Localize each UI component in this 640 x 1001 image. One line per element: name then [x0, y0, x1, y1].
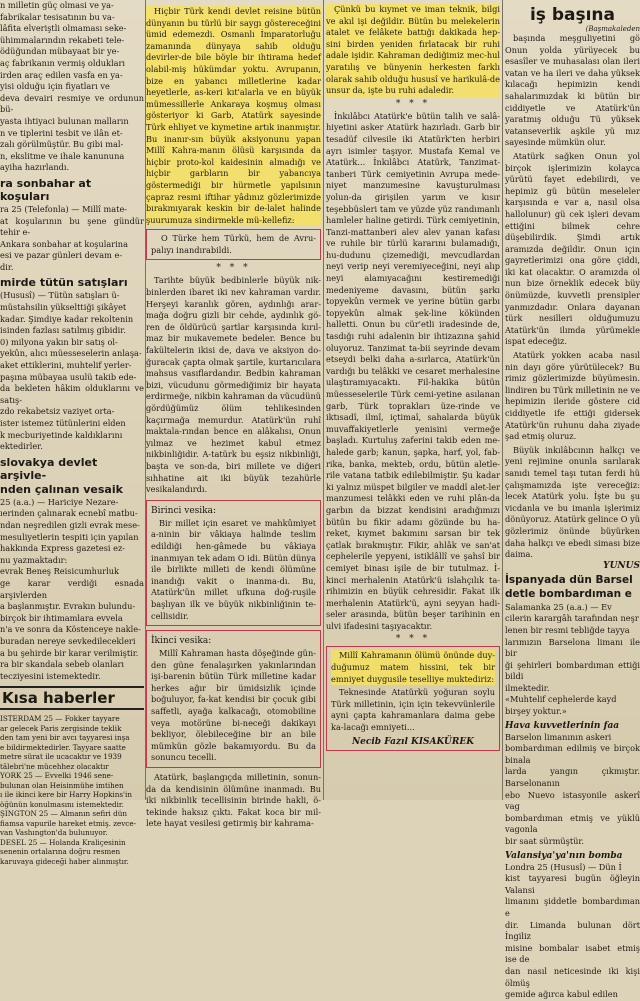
- vesika-1-text: Bir millet için esaret ve mahkûmiyet a-ninin bir vâkiaya halinde teslim edildiği hen-gâmede bu vâkiaya inanmıyan tek adam O idi. Bütün dünya ile birlikte milleti de kendi ölümüne inandığı vakit o inanma-dı. Bu, Atatürk'ün millet ufkuna doğ-ruşile başlıyan ilk ve büyük nikbinliğinin te-cellisidir.: [151, 517, 316, 621]
- text-line: ra bir skandala sebeb olanları: [0, 659, 125, 670]
- text-line: fabrikalar tesisatının bu va-: [0, 11, 115, 22]
- text-line: birçok bir ihtimamlara evvela: [0, 612, 123, 623]
- text-line: lenen bir resmi tebliğde tayya: [505, 624, 630, 635]
- text-line: dan nasıl neticesinde iki kişi ölmüş: [505, 965, 640, 988]
- text-line: ilmektedir.: [505, 682, 550, 693]
- news-item-line: ar gelecek Paris zergisinde teklik: [0, 723, 122, 733]
- article-slovakya: [0, 497, 144, 683]
- news-item-line: DESEL 25 — Holanda Kraliçesinin: [0, 837, 126, 847]
- kisa-haberler-heading: Kısa haberler: [0, 686, 144, 710]
- column-left: [0, 0, 144, 866]
- quote-box: [146, 229, 321, 260]
- text-line: misine bombalar isabet etmiş ise de: [505, 942, 640, 965]
- text-line: deva devairi resmiye ve ordunun bü-: [0, 92, 144, 115]
- text-line: 0) milyona yakın bir satış ol-: [0, 336, 118, 347]
- text-line: kist tayyaresi bugün öğleyin Valansi: [505, 873, 640, 895]
- text-line: ühimmalarındın rekabeti tele-: [0, 34, 125, 45]
- section-divider: * * *: [216, 263, 251, 274]
- article-sonbahar: [0, 204, 144, 274]
- source-tag: (Başmakaleden: [585, 25, 640, 33]
- text-line: kadar. Şimdiye kadar rekoltenin: [0, 313, 134, 324]
- text-line: birşey yoktur.»: [505, 706, 567, 717]
- article-ispanya-2: [505, 732, 640, 848]
- headline-ispanya-2: detle bombardıman e: [505, 587, 632, 600]
- text-line: ödüğundan mübayaat bir ye-: [0, 46, 120, 57]
- column-center-left: [146, 0, 321, 829]
- paragraph-nikbin: Tarihte büyük bedbinlerle büyük nik-binlerden ibaret iki nev kahraman vardır. Herşeyi karanlık gören, aydınlığı arar-mağa doğru gizli bir cehde, aydınlık gö-ren de öldürücü şartlar karşısında kırıl-maz bir mukavemete bedeler. Bence bu fakültelerin ikisi de, dava ve aksiyon do-ğuracak çapta olmak şartile, kurtarıcılara mahsus vasıflardandır. Bedbin kahraman bizi, vücudunu görmediğimiz bir hayata erdirmeğe, nikbin kahraman da vücudünü gördüğümüz ölüm tehlikesinden kaçırmağa memurdur. Atatürk'ün ruhî maktala-rından bence en alâkalısı, Onun yılmaz ve hezimet kabul etmez nikbinliğidir. A-tatürk bu eşsiz nikbinliği, başta ve son-da, biri millete ve diğeri sıhhatine ait iki büyük tezahürle vesikalandırdı.: [146, 275, 321, 495]
- text-line: k mecburiyetinde kaldıklarını: [0, 429, 123, 440]
- paragraph-ruhi-adale: Çünkü bu kıymet ve iman teknik, bilgi ve akıl işi değildir. Bütün bu melekelerin atalet ve felâkete battığı dakikada hep-sini birden yeniden fırlatacak bir ruhi adale işidir. Kahraman dediğimiz mec-hul yaratılış ve bünyenin herkesten farklı olarak sahib olduğu hususî ve harikulâ-de unsur da, işte bu ruhi adaledir.: [326, 4, 500, 96]
- article-top-fragment: [0, 0, 144, 174]
- section-divider: * * *: [395, 98, 431, 109]
- column-rule: [323, 0, 324, 800]
- closing-box: [326, 646, 500, 750]
- paragraph-inkilabci: İnkılâbcı Atatürk'e bütün talih ve salâ-hiyetini asker Atatürk hazırladı. Garb bir tesadüf cilvesile iki Atatürk'ten herbiri ayrı isimler taşıyor. Mustafa Kemal ve Atatürk... İnkılâbcı Atatürk, Tanzimat-tanberi Türk cemiyetinin Avrupa mede-niyet manzumesine kavuşturulması yolun-da girişilen yarım ve kısır teşebbüsleri tam ve yüzde yüz randımanlı hamleler haline getirdi. Türk cemiyetinin, Tanzi-mattanberi alev alev yanan kafası ve ruhile bir türlü kararını bulamadığı, hu-dudunu çizemediği, mevcudlardan neyi verip neyi veremiyeceğini, neyi alıp neyi alamıyacağını kestiremediği medeniyeme davasını, bütün şarkı topyekûn vermek ve yerine bütün garbı topyekûn almak şek-line kökünden halletti. Onun bu cür'etli iradesinde de, tasdığı ruhi adalenin bir ihtizazına şahid oluyoruz. Tanzimat ta-bii seyrinde devam etseydi belki daha a-sırlarca, Atatürk'ün vardığı bu telâkki ve cesaret merhalesine ulaştıramıyacaktı. Fil-hakika bütün müesseselerile Türk cemi-yetine asılanan garb, Türk toprakları üze-rinde ve iktısadî, ilmî, içtimaî, sahalarda büyük muvaffakiyetlerle yenisini vermeğe başladı. Kurtuluş zaferini takib eden me-halede garb; kanun, şapka, harf, yol, fab-rika, banka, mekteb, ordu, bütün aletle-rile vatana tatbik edilebilmiştir. Şu kadar ki yalnız müspet bilgiler ve maddî alet-ler manzumesi telâkki eden ve ruhi plân-da garbın da bizzat kendisini aradığımızı bütün bu fikir adamı gözünde bu ha-reket, kıymet bakımını sarsan bir tek çatlak bırakmıştır. Fikir, ahlâk ve san'at cephelerile yepyeni, istiklâllî ve şahsî bir cemiyet binası işile de bir tutulmaz. İ-kinci merhalenin Atatürk'ü islahçılık ta-rihimizin en büyük cehresidir. Fakat ilk merhalenin Atatürk'ü, ayni seyyan hadi-seler arasında, bütün beşer tarihinin en ulvi ifadesini taşıyacaktır.: [326, 110, 500, 631]
- text-line: müstahsilin yükselttiği şikâyet: [0, 302, 127, 313]
- text-line: a bu şehirde bir karar verilmiştir.: [0, 647, 139, 658]
- headline-slovakya: slovakya devlet arşivle-: [0, 455, 98, 482]
- text-line: evrak Beneş Reisicumhurluk: [0, 566, 119, 577]
- headline-slovakya-2: nden çalınan vesaik: [0, 482, 123, 496]
- text-line: Salamanka 25 (a.a.) — Ev: [505, 601, 612, 612]
- vesika-1-title: Birinci vesika:: [151, 505, 217, 516]
- text-line: dir.: [0, 261, 14, 272]
- text-line: yekûn, alıcı müesseselerin anlaşa-: [0, 348, 142, 359]
- text-line: yasta ihtiyaci bulunan malların: [0, 115, 129, 126]
- text-line: tecziyesini istemektedir.: [0, 670, 101, 681]
- text-line: Londra 25 (Hususî) — Dün İ: [505, 861, 622, 872]
- text-line: n ve tiplerini tesbit ve ilân et-: [0, 127, 123, 138]
- paragraph-2: Atatürk sağken Onun yol birçok işlerimizin kolayca yürütü fayet edebilirdi, ve hepimiz gü bütün meseleler karşısında e var a, nasıl olsa hallolunur) gü cek işleri devam ettiğini bilmek cehre düşebilirdik. Şimdi artık aramızda değildir. Onun için gayretlerimizi ona göre çiddi, iki kat olacaktır. O aramızda ol nun bize örneklik edecek büy önümüzde, kuvvetli prensipler yanmızdadır. Onlara dayanan türk nesilleri olduğumuzu Atatürk'ün ilımda yürümekle ispat edeceğiz.: [505, 150, 640, 347]
- subheading-hava: Hava kuvvetlerinin faa: [505, 720, 620, 731]
- news-item-line: öğünün konulmasını istemektedir.: [0, 799, 124, 809]
- news-item-line: fiamsa vapurile hareket etmiş. zevce-: [0, 818, 137, 828]
- text-line: ıerinden çalınarak ecnebî matbu-: [0, 508, 138, 519]
- news-item-line: ı ile ikinci kere bir Harry Hopkins'in: [0, 790, 132, 800]
- vesika-box-2: [146, 630, 321, 768]
- paragraph-1: başında meşguliyetini gö Onun yolda yürüyecek bu esasîler ve muhasalası olan ileri vatan ve ha ileri ve daha yüksek kılacağı hepimizin kendi sahalarımızdak ki bütün bir ciddiyetle ve Atatürk'ün yaratmış olduğu Tü yüksek vatanseverlik aşkile yü mız sayesinde mümkün olur.: [505, 33, 640, 148]
- text-line: ge karar verdiği esnada arşivlerden: [0, 577, 144, 600]
- vesika-2-text: Millî Kahraman hasta döşeğinde gün-den güne fenalaşırken yakınlarından işi-barenin bütün Türk milletine kadar herkes ağır bir ümidsizlik içinde boğuluyor, fa-kat kendisi bir çocuk gibi saffetli, ayağa kalkacağı, otomobiline veya motörüne bi-neceği dakikayı bekliyor, ölebileceğine bir an bile mümkün gözle bakamıyordu. Bu da sonuncu tecelli.: [151, 648, 316, 763]
- news-item-line: bulunan olan Heisinmühe imtihen: [0, 780, 124, 790]
- text-line: n, ekslitme ve ihale kanununa: [0, 150, 125, 161]
- news-item-line: e bildirmektedirler. Tayyare saatte: [0, 742, 126, 752]
- text-line: Barselon limanının askeri: [505, 731, 612, 742]
- column-right: [505, 0, 640, 1000]
- news-item-line: van Vashıngton'da bulunuyor.: [0, 828, 108, 838]
- news-item-line: metre sürat ile ucacaktır ve 1939: [0, 752, 122, 762]
- closing-text-2: Teknesinde Atatürkü yoğuran soylu Türk milletinin, için için tekevvünlerile ayni çapta kahramanlara daima gebe ka-lacağı emniyeti...: [331, 687, 495, 733]
- vesika-2-title: İkinci vesika:: [151, 636, 212, 647]
- byline-yunus: YUNUS: [603, 560, 640, 571]
- text-line: gemide ağırca kabul edilen: [505, 989, 618, 1000]
- text-line: ister istemez tütünlerini elden: [0, 418, 126, 428]
- text-line: bombardıman edilmiş ve birçok binala: [505, 743, 640, 765]
- text-line: aket ettiklerini, muhtelif yerler-: [0, 360, 132, 371]
- author-signature: Necib Fazıl KISAKÜREK: [351, 736, 475, 747]
- text-line: zalı görülmüştür. Bu gibi mal-: [0, 139, 124, 150]
- article-tutun-2: [0, 348, 144, 452]
- text-line: zdo rekabetsiz vaziyet orta-: [0, 406, 115, 417]
- text-line: n'a ve sonra da Köstenceye nakle-: [0, 624, 141, 635]
- text-line: hakkında Express gazetesi ez-: [0, 543, 126, 554]
- paragraph-3: Atatürk yokken acaba nasıl nin dayı göre yürütülecek? Bu rimiz gözlerimizde büyümesin. lindiren bu Türk milletinin ne ve hepimizin ileride göstere cid ciddiyetle ife ettiği gidersek Atatürk'ün ruhunu daha ziyade şad etmiş oluruz.: [505, 350, 640, 442]
- news-item-line: karuvaya gideceği haber alınmıştır.: [0, 856, 129, 866]
- text-line: (Hususî) — Tütün satışları ü-: [0, 290, 120, 301]
- article-ispanya-3: [505, 862, 640, 1001]
- text-line: ektedirler.: [0, 441, 43, 452]
- text-line: mesuliyetlerin tespiti için yapılan: [0, 531, 139, 542]
- news-item-line: senenin ortalarına doğru resmen: [0, 847, 121, 857]
- paragraph-closing: Atatürk, başlangıçda milletinin, sonun-da da kendisinin ölümüne inanmadı. Bu iki nikbinlik tecellisinin birinde hakli, ö-tekinde haksız çıktı. Fakat koca bir mil-lete hayat vesilesi getirmiş bir kahrama-: [146, 772, 321, 829]
- text-line: Ankara sonbahar at koşularina: [0, 238, 128, 249]
- text-line: bir saat sürmüştür.: [505, 836, 585, 846]
- text-line: isinden fazlası satılmış gibidir.: [0, 325, 126, 336]
- text-line: at koşularının bu şene gündür tehir e-: [0, 215, 144, 238]
- article-tutun: [0, 290, 144, 348]
- headline-ispanya: İspanyada dün Barsel: [505, 573, 633, 586]
- news-item-line: den tam yeni bir avcı tayyaresi inşa: [0, 733, 130, 743]
- text-line: ndan neşredilen gizli evrak mese-: [0, 519, 140, 530]
- column-center-right: [326, 0, 500, 800]
- text-line: ği şehirleri bombardıman ettiği bildi: [505, 659, 640, 682]
- text-line: «Muhtelif cephelerde kayd: [505, 694, 617, 705]
- text-line: a başlanmıştır. Evrakın bulundu-: [0, 601, 136, 612]
- text-line: irden araç edilen vasfa en ya-: [0, 69, 123, 80]
- quote-text: O Türke hem Türkü, hem de Avru-palıyı inandırabildi.: [151, 233, 316, 255]
- text-line: ayiha hazırlandı.: [0, 162, 70, 173]
- text-line: aç fabrikanın vermiş oldukları: [0, 57, 125, 68]
- text-line: yisi olduğu için fiyatları ve: [0, 81, 110, 92]
- paragraph-4: Büyük inkılâbcının halkçı ve yeni rejimine onunla sarılarak sanıdı temel taşı tutan ferdi hü çalışmamızda işte vereceğiz: lecek Atatürk yolu. İşte bu şu vicdanla ve bu imanla işlerimiz dönüyoruz. Atatürk gelince O yü gözlerimiz önünde büyürken daha halkçı ve ebedi siması bize daima.: [505, 444, 640, 560]
- text-line: cilerin karargâh tarafından neşr: [505, 613, 639, 624]
- text-line: limanını şiddetle bombardıman e: [505, 896, 640, 918]
- paragraph-intro: Hiçbir Türk kendi devlet reisine bütün dünyanın bu türlü bir saygı göstereceğini ümid edemezdi. Osmanlı İmparatorluğu zamanında dünyaya sahib olduğu devirler-de bile böyle bir ihtirama hedef olabil-miş hükümdar yoktu. Avrupanın, bize en yabancı milletlerine kadar heyetlerle, as-keri kıt'alarla ve en büyük mümessillerle Ankaraya koşmuş olması gösteriyor ki Garb, Atatürk sayesinde Türk ehliyet ve kıymetine artık inanmıştır. Bu inanır-sın büyük aksiyonunu yapan Millî Kahra-manın ölüsü karşısında da hiçbir proto-kol kaidesinin almadığı ve hiçbir garbların bir yabancıya göstermediği bir hürmetle yapılsının çapraz resmi iftihar yâdınız gözlerimizde bırakmıyarak keskin bir de-lalet halinde şuurumuza sindirmekle mü-kellefiz:: [146, 6, 321, 225]
- vesika-box-1: [146, 500, 321, 626]
- text-line: n milletin güç olmasi ve ya-: [0, 0, 114, 10]
- article-ispanya: [505, 602, 640, 718]
- text-line: paşına mübayaa usulü takib ede-: [0, 371, 137, 382]
- subheading-valansiya: Valansiya'ya'nın bomba: [505, 850, 623, 861]
- closing-text-1: Millî Kahramanın ölümü önünde duy-duğumuz matem hissini, tek bir emniyet duygusile teselliye muktediriz:: [331, 650, 495, 684]
- text-line: da bekleten hâkim olduklarını ve satış-: [0, 383, 144, 405]
- news-item-line: ŞINGTON 25 — Almanın sefiri dün: [0, 809, 128, 819]
- text-line: larımızın Barselona limanı ile bir: [505, 636, 640, 659]
- news-item-line: ISTERDAM 25 — Fokker tayyare: [0, 714, 120, 724]
- news-item-line: YORK 25 — Evvelki 1946 sene-: [0, 771, 114, 781]
- kisa-haberler-list: [0, 714, 144, 866]
- text-line: bombardıman etmiş ve yüklü vagonla: [505, 812, 640, 835]
- news-item-line: tâlebri'ne mücehhez olacaktır: [0, 761, 109, 771]
- text-line: esi ve pazar günleri devam e-: [0, 250, 123, 261]
- text-line: ra 25 (Telefonla) — Millî mate-: [0, 203, 128, 214]
- text-line: larda yangın çıkmıştır. Barselonanın: [505, 766, 640, 789]
- text-line: lâfita elveriştli olmaması seke-: [0, 23, 127, 34]
- column-rule: [502, 0, 503, 800]
- text-line: dir. Limanda bulunan dört İngiliz: [505, 919, 640, 942]
- text-line: buradan nereye sevkedilecekleri: [0, 635, 136, 646]
- headline-tutun: mirde tütün satışları: [0, 276, 128, 290]
- section-divider: * * *: [395, 634, 431, 645]
- headline-is-basina: iş başına: [529, 5, 616, 25]
- headline-sonbahar: ra sonbahar at koşuları: [0, 176, 92, 203]
- text-line: 25 (a.a.) — Hariciye Nezare-: [0, 496, 119, 507]
- text-line: ebo Nuevo istasyonile askerî vag: [505, 789, 640, 812]
- text-line: nu yazmaktadır:: [0, 554, 68, 565]
